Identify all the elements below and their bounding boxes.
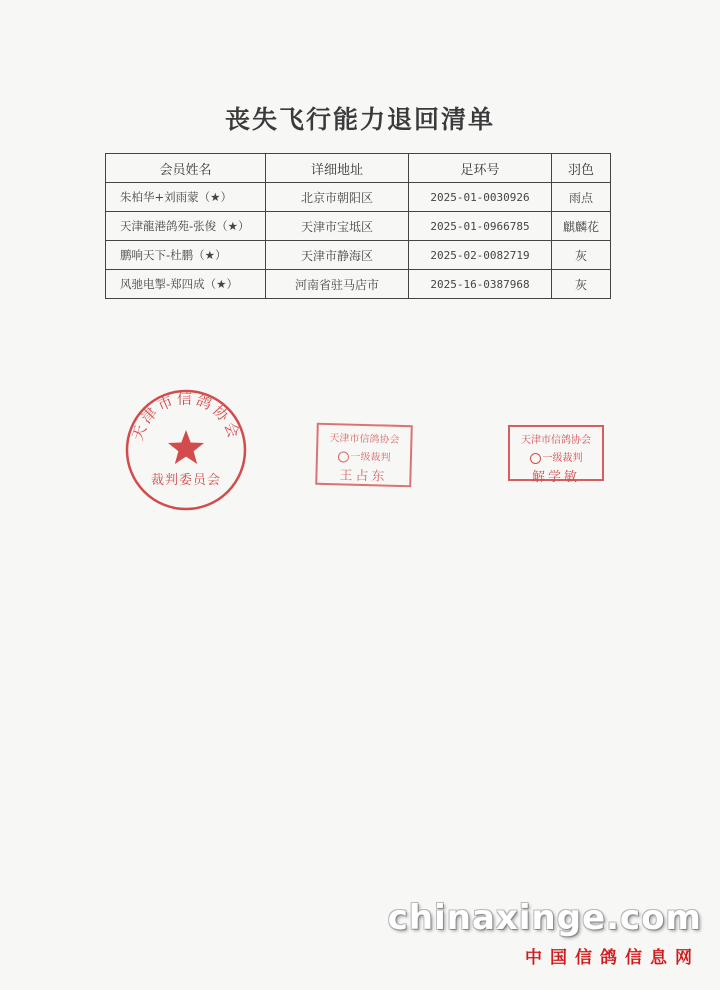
seal-emblem-icon [337, 451, 348, 462]
referee-committee-seal [124, 388, 248, 512]
cell-member-name: 鹏响天下-杜鹏（★） [106, 241, 266, 270]
cell-address: 天津市宝坻区 [266, 212, 409, 241]
header-ring-number: 足环号 [409, 154, 552, 183]
watermark-site-name: 中国信鸽信息网 [525, 948, 700, 968]
cell-ring-number: 2025-01-0030926 [409, 183, 552, 212]
cell-ring-number: 2025-16-0387968 [409, 270, 552, 299]
table-header-row [106, 154, 611, 183]
seal-rank-text: 一级裁判 [350, 451, 391, 464]
cell-member-name: 天津龍港鸽苑-张俊（★） [106, 212, 266, 241]
header-member-name: 会员姓名 [106, 154, 266, 183]
seal-rank [510, 449, 602, 464]
cell-ring-number: 2025-01-0966785 [409, 212, 552, 241]
cell-feather-color: 雨点 [552, 183, 611, 212]
seal-emblem-icon [530, 453, 541, 464]
seal-org-text: 天津市信鸽协会 [521, 435, 591, 446]
seal-bottom-text: 裁判委员会 [150, 473, 222, 488]
seal-top-text: 天津市信鸽协会 [128, 389, 244, 443]
seal-org-text: 天津市信鸽协会 [329, 433, 400, 446]
cell-feather-color: 灰 [552, 270, 611, 299]
cell-feather-color: 灰 [552, 241, 611, 270]
table-row [106, 241, 611, 270]
document-title: 丧失飞行能力退回清单 [224, 105, 495, 134]
cell-member-name: 朱柏华+刘雨蒙（★） [106, 183, 266, 212]
return-list-table [105, 153, 611, 299]
seal-person-name: 王占东 [339, 468, 388, 485]
cell-address: 河南省驻马店市 [266, 270, 409, 299]
header-address: 详细地址 [266, 154, 409, 183]
cell-member-name: 风驰电掣-郑四成（★） [106, 270, 266, 299]
table-row [106, 212, 611, 241]
cell-address: 天津市静海区 [266, 241, 409, 270]
seal-person-name: 解学敏 [531, 470, 580, 485]
table-row [106, 270, 611, 299]
header-feather-color: 羽色 [552, 154, 611, 183]
referee-seal-xie [508, 425, 604, 485]
seal-rank-text: 一级裁判 [542, 453, 583, 464]
star-icon [168, 430, 204, 464]
cell-ring-number: 2025-02-0082719 [409, 241, 552, 270]
table-row [106, 183, 611, 212]
cell-address: 北京市朝阳区 [266, 183, 409, 212]
cell-feather-color: 麒麟花 [552, 212, 611, 241]
watermark-domain: chinaxinge.com [387, 898, 702, 938]
referee-seal-wang [315, 423, 413, 487]
seal-rank [318, 447, 410, 464]
